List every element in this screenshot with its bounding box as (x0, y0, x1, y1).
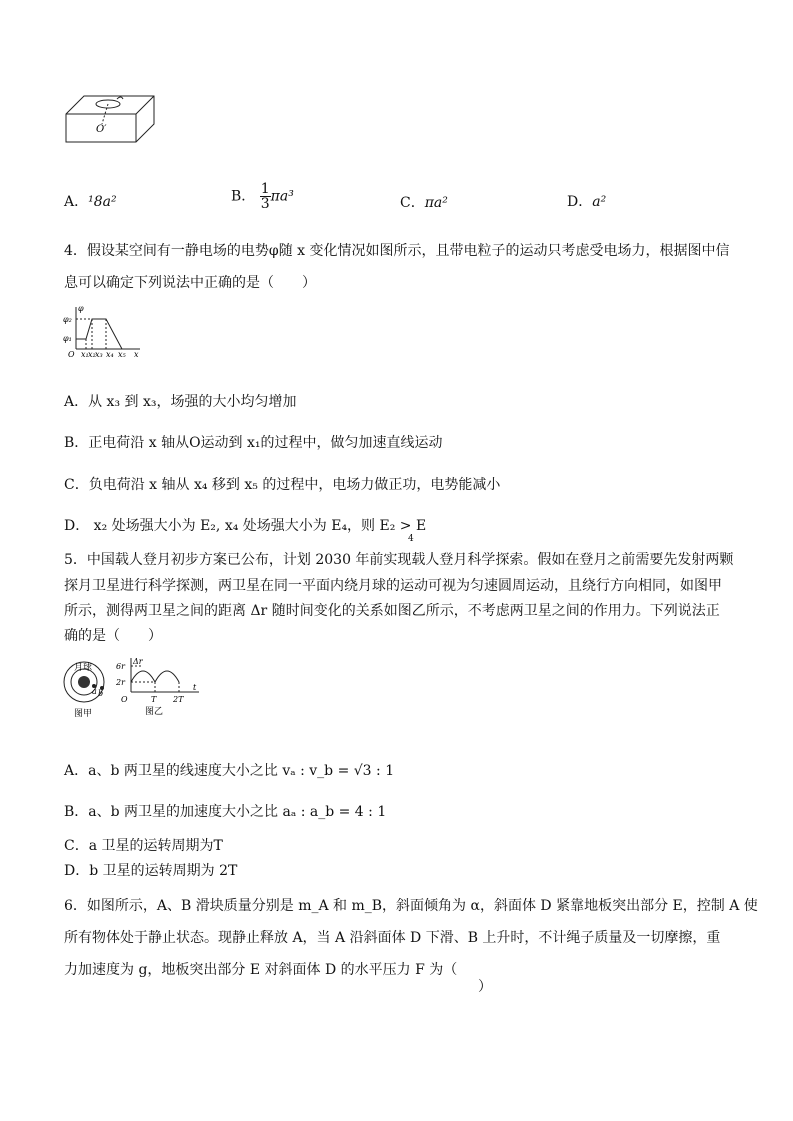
fig-jia-caption: 图甲 (74, 709, 93, 718)
orbit-figure (62, 658, 114, 718)
graph-tick-phi1: φ₁ (63, 334, 72, 343)
q3-option-b[interactable]: B． $\frac{1}{3}$ πa³ (231, 181, 294, 212)
box-figure (62, 90, 157, 158)
q5-stem-line1: 5．中国载人登月初步方案已公布，计划 2030 年前实现载人登月科学探索。假如在登月之前需要先发射两颗 (64, 552, 734, 568)
moon-label: 月球 (74, 663, 93, 673)
q3-option-c[interactable]: C．πa² (400, 195, 448, 211)
graph-tick-x1: x₁ (81, 350, 89, 359)
graph-tick-x5: x₅ (118, 350, 126, 359)
label-b: b (98, 689, 104, 698)
distance-graph (113, 656, 203, 718)
q4-stem-line1: 4．假设某空间有一静电场的电势φ随 x 变化情况如图所示，且带电粒子的运动只考虑受电场力，根据图中信 (64, 243, 730, 259)
q3-option-a[interactable]: A．¹8a² (64, 194, 117, 210)
graph-y-label: Δr (133, 657, 143, 666)
q6-stem-line2: 所有物体处于静止状态。现静止释放 A，当 A 沿斜面体 D 下滑、B 上升时，不计绳子质量及一切摩擦，重 (64, 930, 721, 946)
q4-option-d-subscript: 4 (408, 534, 414, 544)
graph-tick-x2: x₂ (88, 350, 96, 359)
graph-tick-phi2: φ₂ (63, 315, 72, 324)
q6-stem-line1: 6．如图所示，A、B 滑块质量分别是 m_A 和 m_B，斜面倾角为 α，斜面体 D 紧靠地板突出部分 E，控制 A 使 (64, 898, 758, 914)
q4-option-c[interactable]: C．负电荷沿 x 轴从 x₄ 移到 x₅ 的过程中，电场力做正功，电势能减小 (64, 477, 501, 493)
graph-x-label: x (134, 350, 139, 359)
fig-yi-caption: 图乙 (145, 707, 164, 717)
q5-option-c[interactable]: C．a 卫星的运转周期为T (64, 838, 223, 854)
graph-x-label: t (193, 683, 197, 692)
graph-origin: O (121, 695, 128, 704)
fraction: $\frac{1}{3}$ (260, 181, 270, 212)
box-figure-label: O′ (96, 124, 107, 135)
q4-stem-line2: 息可以确定下列说法中正确的是（ ） (64, 275, 316, 291)
q5-stem-line4: 确的是（ ） (64, 628, 162, 644)
graph-tick-x4: x₄ (106, 350, 114, 359)
graph-tick-T: T (151, 695, 157, 704)
graph-y-label: φ (78, 304, 84, 313)
q4-option-b[interactable]: B．正电荷沿 x 轴从O运动到 x₁的过程中，做匀加速直线运动 (64, 435, 443, 451)
graph-origin: O (68, 350, 75, 359)
q5-stem-line2: 探月卫星进行科学探测，两卫星在同一平面内绕月球的运动可视为匀速圆周运动，且绕行方向相同，如图甲 (64, 578, 722, 594)
q5-option-b[interactable]: B．a、b 两卫星的加速度大小之比 aₐ : a_b = 4 : 1 (64, 804, 387, 820)
graph-tick-x3: x₃ (95, 350, 103, 359)
q5-option-d[interactable]: D．b 卫星的运转周期为 2T (64, 863, 238, 879)
graph-tick-6r: 6r (116, 662, 125, 671)
q5-option-a[interactable]: A．a、b 两卫星的线速度大小之比 vₐ : v_b = √3 : 1 (64, 763, 395, 779)
q4-option-a[interactable]: A．从 x₃ 到 x₃，场强的大小均匀增加 (64, 394, 297, 410)
moon-icon (78, 676, 90, 688)
q4-option-d[interactable]: D． x₂ 处场强大小为 E₂, x₄ 处场强大小为 E₄，则 E₂ > E (64, 518, 427, 534)
q6-stem-line3: 力加速度为 g，地板突出部分 E 对斜面体 D 的水平压力 F 为（ (64, 962, 458, 978)
graph-tick-2T: 2T (173, 695, 184, 704)
q5-stem-line3: 所示，测得两卫星之间的距离 Δr 随时间变化的关系如图乙所示，不考虑两卫星之间的作用力。下列说法正 (64, 603, 720, 619)
label-a: a (92, 687, 97, 696)
q3-option-d[interactable]: D．a² (567, 194, 607, 210)
q6-stem-line4: ） (478, 979, 492, 995)
graph-tick-2r: 2r (116, 678, 125, 687)
potential-graph (62, 303, 144, 359)
